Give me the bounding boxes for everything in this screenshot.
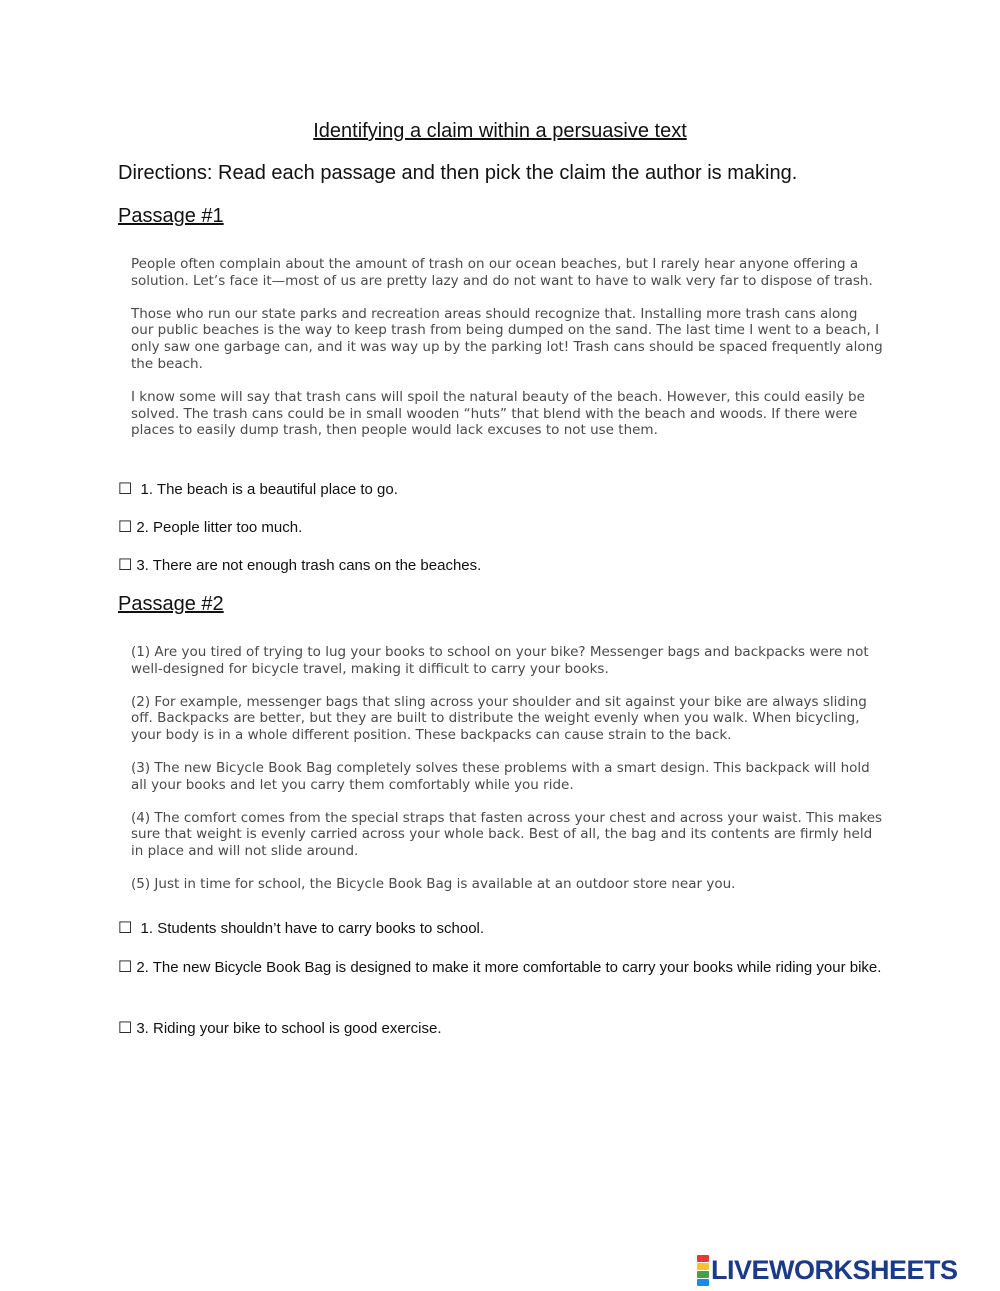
logo-mark-block [697,1263,709,1270]
passage-2-paragraph: (2) For example, messenger bags that sling across your shoulder and sit against your bike are always sliding off. Backpacks are better, but they are built to distribute the weight evenly when you walk. When bicycling, your body is in a whole different position. These backpacks can cause strain to the back. [131,693,867,744]
checkbox[interactable]: ☐ [118,918,133,937]
passage-1-paragraph: People often complain about the amount of trash on our ocean beaches, but I rarely hear anyone offering a solution. Let’s face it—most of us are pretty lazy and do not want to have to walk very far to dispose of trash. [131,256,873,289]
passage-2-text [131,644,883,909]
liveworksheets-logo [697,1252,958,1288]
passage-2-option-1[interactable] [118,916,888,941]
passage-2-option-3[interactable] [118,1016,888,1041]
passage-2-paragraph: (3) The new Bicycle Book Bag completely solves these problems with a smart design. This backpack will hold all your books and let you carry them comfortably while you ride. [131,759,870,793]
directions: Directions: Read each passage and then pick the claim the author is making. [118,162,798,184]
logo-mark-block [697,1271,709,1278]
passage-2-paragraph: (5) Just in time for school, the Bicycle Book Bag is available at an outdoor store near you. [131,875,736,892]
option-label: 2. The new Bicycle Book Bag is designed to make it more comfortable to carry your books while riding your bike. [136,959,882,976]
passage-2-option-2[interactable] [118,955,888,980]
logo-mark-block [697,1255,709,1262]
logo-mark-icon [697,1254,709,1286]
passage-1-heading: Passage #1 [118,205,224,227]
checkbox[interactable]: ☐ [118,957,133,976]
logo-text: LIVEWORKSHEETS [711,1254,958,1285]
passage-1-option-3[interactable] [118,553,888,578]
passage-1-option-2[interactable] [118,515,888,540]
logo-mark-block [697,1279,709,1286]
passage-1-text [131,256,883,455]
passage-1-paragraph: I know some will say that trash cans will spoil the natural beauty of the beach. However, this could easily be solved. The trash cans could be in small wooden “huts” that blend with the beach and woods. If there were places to easily dump trash, then people would lack excuses to not use them. [131,388,865,439]
passage-2-heading: Passage #2 [118,593,224,615]
passage-2-paragraph: (1) Are you tired of trying to lug your books to school on your bike? Messenger bags and backpacks were not well-designed for bicycle travel, making it difficult to carry your books. [131,644,869,677]
option-label: 1. Students shouldn’t have to carry books to school. [136,920,485,937]
checkbox[interactable]: ☐ [118,517,133,536]
option-label: 1. The beach is a beautiful place to go. [136,481,398,498]
passage-1-paragraph: Those who run our state parks and recreation areas should recognize that. Installing more trash cans along our public beaches is the way to keep trash from being dumped on the sand. The last time I went to a beach, I only saw one garbage can, and it was way up by the parking lot! Trash cans should be spaced frequently along the beach. [131,305,883,372]
passage-2-paragraph: (4) The comfort comes from the special straps that fasten across your chest and across your waist. This makes sure that weight is evenly carried across your whole back. Best of all, the bag and its contents are firmly held in place and will not slide around. [131,809,883,860]
option-label: 3. Riding your bike to school is good exercise. [136,1020,442,1037]
checkbox[interactable]: ☐ [118,555,133,574]
checkbox[interactable]: ☐ [118,479,133,498]
passage-1-option-1[interactable] [118,477,888,502]
option-label: 2. People litter too much. [136,519,303,536]
worksheet-title: Identifying a claim within a persuasive text [313,120,687,142]
checkbox[interactable]: ☐ [118,1018,133,1037]
option-label: 3. There are not enough trash cans on the beaches. [136,557,482,574]
